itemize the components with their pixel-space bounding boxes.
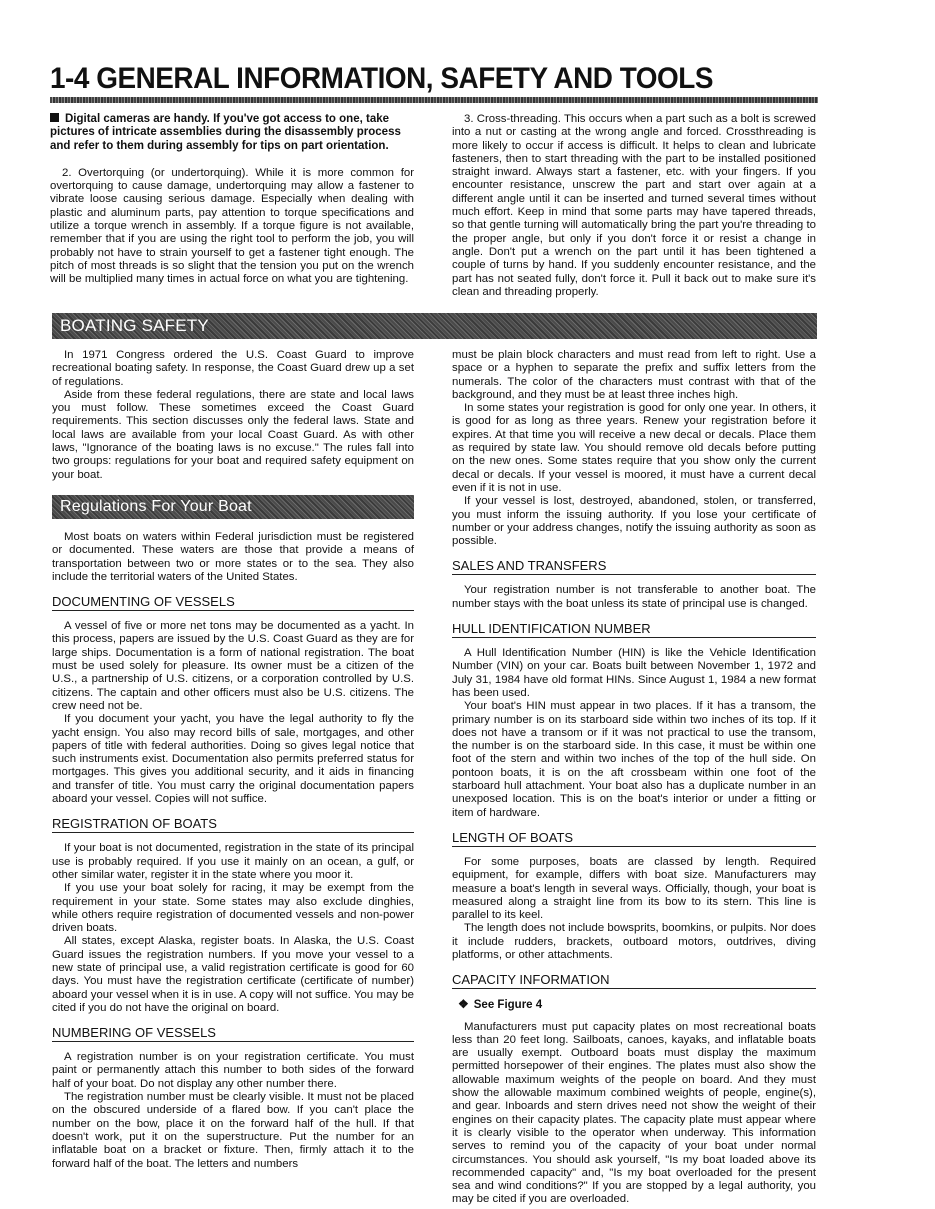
paragraph-registration-1: If your boat is not documented, registration in the state of its principal use is probably required. If you use it mainly on an ocean, a gulf, or other similar water, register it in the state where you moor it. <box>52 842 414 881</box>
paragraph-documenting-1: A vessel of five or more net tons may be documented as a yacht. In this process, papers are issued by the U.S. Coast Guard as they are for large ships. Documentation is a form of national registration. The boat must be used solely for pleasure. Its owner must be a citizen of the U.S., a partnership of U.S. citizens, or a corporation controlled by U.S. citizens. The captain and other officers must also be U.S. citizens. The crew need not be. <box>52 620 414 712</box>
title-rule <box>50 97 818 103</box>
camera-tip: Digital cameras are handy. If you've got access to one, take pictures of intricate assemblies during the disassembly process and refer to them during assembly for tips on part orientation. <box>50 113 401 152</box>
boating-safety-banner <box>52 313 817 339</box>
regulations-heading: Regulations For Your Boat <box>60 497 252 515</box>
paragraph-numbering-2: The registration number must be clearly visible. It must not be placed on the obscured underside of a flared bow. If you can't place the number on the bow, place it on the forward half of the hull. If that doesn't work, put it on the superstructure. Put the number for an inflatable boat on a bracket or fixture. Then, firmly attach it to the forward half of the boat. The letters and numbers <box>52 1091 414 1170</box>
paragraph-sales: Your registration number is not transferable to another boat. The number stays with the boat unless its state of principal use is changed. <box>452 584 816 610</box>
page-title <box>50 62 713 96</box>
diamond-bullet-icon: ❖ <box>458 997 469 1012</box>
lower-left-column <box>52 349 414 1171</box>
square-bullet-icon <box>50 113 59 122</box>
paragraph-safety-2: Aside from these federal regulations, there are state and local laws you must follow. These sometimes exceed the Coast Guard requirements. This section discusses only the federal laws. State and local laws are available from your local Coast Guard. As with other laws, "Ignorance of the boating laws is no excuse." The rules fall into two groups: regulations for your boat and required safety equipment on your boat. <box>52 388 414 481</box>
registration-heading: REGISTRATION OF BOATS <box>52 816 414 833</box>
paragraph-registration-2: If you use your boat solely for racing, it may be exempt from the requirement in your state. Some states may also exclude dinghies, while others require registration of documented vessels and non-power driven boats. <box>52 882 414 935</box>
top-left-column <box>50 113 414 287</box>
lower-right-column <box>452 349 816 1207</box>
paragraph-safety-1: In 1971 Congress ordered the U.S. Coast Guard to improve recreational boating safety. In response, the Coast Guard drew up a set of regulations. <box>52 349 414 388</box>
paragraph-length-1: For some purposes, boats are classed by length. Required equipment, for example, differs with boat size. Manufacturers may measure a boat's length in several ways. Officially, though, your boat is measured along a straight line from its bow to its stern. This line is parallel to its keel. <box>452 855 816 922</box>
boating-safety-heading: BOATING SAFETY <box>60 316 209 335</box>
paragraph-numbering-cont: must be plain block characters and must read from left to right. Use a space or a hyphen to separate the prefix and suffix letters from the numerals. The color of the characters must contrast with that of the background, and they must be at least three inches high. <box>452 349 816 401</box>
see-figure-link[interactable]: ❖ See Figure 4 <box>458 997 543 1012</box>
top-right-column <box>452 113 816 299</box>
paragraph-hin-1: A Hull Identification Number (HIN) is like the Vehicle Identification Number (VIN) on your car. Boats built between November 1, 1972 and July 31, 1984 have old format HINs. Since August 1, 1984 a new format has been used. <box>452 647 816 699</box>
capacity-heading: CAPACITY INFORMATION <box>452 972 816 989</box>
paragraph-hin-2: Your boat's HIN must appear in two places. If it has a transom, the primary number is on its starboard side within two inches of its top. If it does not have a transom or if it was not practical to use the transom, the number is on the starboard side. In this case, it must be within one foot of the stern and within two inches of the top of the hull side. On pontoon boats, it is on the aft crossbeam within one foot of the starboard hull attachment. Your boat also has a duplicate number in an unexposed location. This is on the boat's interior or under a fitting or item of hardware. <box>452 700 816 819</box>
paragraph-cross-threading: 3. Cross-threading. This occurs when a part such as a bolt is screwed into a nut or casting at the wrong angle and forced. Crossthreading is more likely to occur if access is difficult. It helps to clean and lubricate fasteners, then to start threading with the part to be installed positioned straight inward. Always start a fastener, etc. with your fingers. If you encounter resistance, unscrew the part and start over again at a different angle until it can be inserted and turned several times without much effort. Keep in mind that some parts may have tapered threads, so that gentle turning will automatically bring the part you're threading to the proper angle, but only if you don't force it or resist a change in angle. Don't put a wrench on the part until it has been tightened a couple of turns by hand. If you suddenly encounter resistance, and the part has not seated fully, don't force it. Pull it back out to make sure it's clean and threading properly. <box>452 113 816 298</box>
paragraph-numbering-4: If your vessel is lost, destroyed, abandoned, stolen, or transferred, you must inform the issuing authority. If you lose your certificate of number or your address changes, notify the issuing authority as soon as possible. <box>452 495 816 548</box>
paragraph-overtorquing: 2. Overtorquing (or undertorquing). While it is more common for overtorquing to cause damage, undertorquing may allow a fastener to vibrate loose causing serious damage. Especially when dealing with plastic and aluminum parts, pay attention to torque specifications and utilize a torque wrench in assembly. If a torque figure is not available, remember that if you are using the right tool to perform the job, you will probably not have to strain yourself to get a fastener tight enough. The pitch of most threads is so slight that the tension you put on the wrench will be multiplied many times in actual force on what you are tightening. <box>50 166 414 286</box>
sales-heading: SALES AND TRANSFERS <box>452 558 816 575</box>
hin-heading: HULL IDENTIFICATION NUMBER <box>452 621 816 638</box>
section-title: GENERAL INFORMATION, SAFETY AND TOOLS <box>96 62 714 95</box>
numbering-heading: NUMBERING OF VESSELS <box>52 1025 414 1042</box>
section-number: 1-4 <box>50 62 89 95</box>
paragraph-registration-3: All states, except Alaska, register boats. In Alaska, the U.S. Coast Guard issues the registration numbers. If you move your vessel to a new state of principal use, a valid registration certificate is good for 60 days. You must have the registration certificate (certificate of number) aboard your vessel when it is in use. A copy will not suffice. You may be cited if you do not have the original on board. <box>52 935 414 1014</box>
regulations-banner <box>52 495 414 519</box>
paragraph-length-2: The length does not include bowsprits, boomkins, or pulpits. Nor does it include rudders, brackets, outboard motors, outdrives, diving platforms, or other attachments. <box>452 922 816 961</box>
paragraph-capacity: Manufacturers must put capacity plates on most recreational boats less than 20 feet long. Sailboats, canoes, kayaks, and inflatable boats are usually exempt. Outboard boats must display the maximum permitted horsepower of their engines. The plates must also show the allowable maximum weights of the people on board. And they must show the allowable maximum combined weights of people, engine(s), and gear. Inboards and stern drives need not show the weight of their engines on their capacity plates. The capacity plate must appear where it is clearly visible to the operator when underway. This information serves to remind you of the capacity of your boat under normal circumstances. You should ask yourself, "Is my boat loaded above its recommended capacity" and, "Is my boat overloaded for the present sea and wind conditions?" If you are stopped by a legal authority, you may be cited if you are overloaded. <box>452 1020 816 1206</box>
paragraph-numbering-3: In some states your registration is good for only one year. In others, it is good for as long as three years. Renew your registration before it expires. At that time you will receive a new decal or decals. Place them as required by state law. You should remove old decals before putting on the new ones. Some states require that you show only the current decal or decals. If your vessel is moored, it must have a current decal even if it is not in use. <box>452 402 816 494</box>
paragraph-documenting-2: If you document your yacht, you have the legal authority to fly the yacht ensign. You also may record bills of sale, mortgages, and other papers of title with federal authorities. Doing so gives legal notice that such instruments exist. Documentation also permits preferred status for mortgages. This gives you additional security, and it aids in financing and transfer of title. You must carry the original documentation papers aboard your vessel. Copies will not suffice. <box>52 713 414 806</box>
documenting-heading: DOCUMENTING OF VESSELS <box>52 594 414 611</box>
paragraph-regulations: Most boats on waters within Federal jurisdiction must be registered or documented. These waters are those that provide a means of transportation between two or more states or to the sea. They also include the territorial waters of the United States. <box>52 530 414 583</box>
length-heading: LENGTH OF BOATS <box>452 830 816 847</box>
paragraph-numbering-1: A registration number is on your registration certificate. You must paint or permanently attach this number to both sides of the forward half of your boat. Do not display any other number there. <box>52 1051 414 1090</box>
